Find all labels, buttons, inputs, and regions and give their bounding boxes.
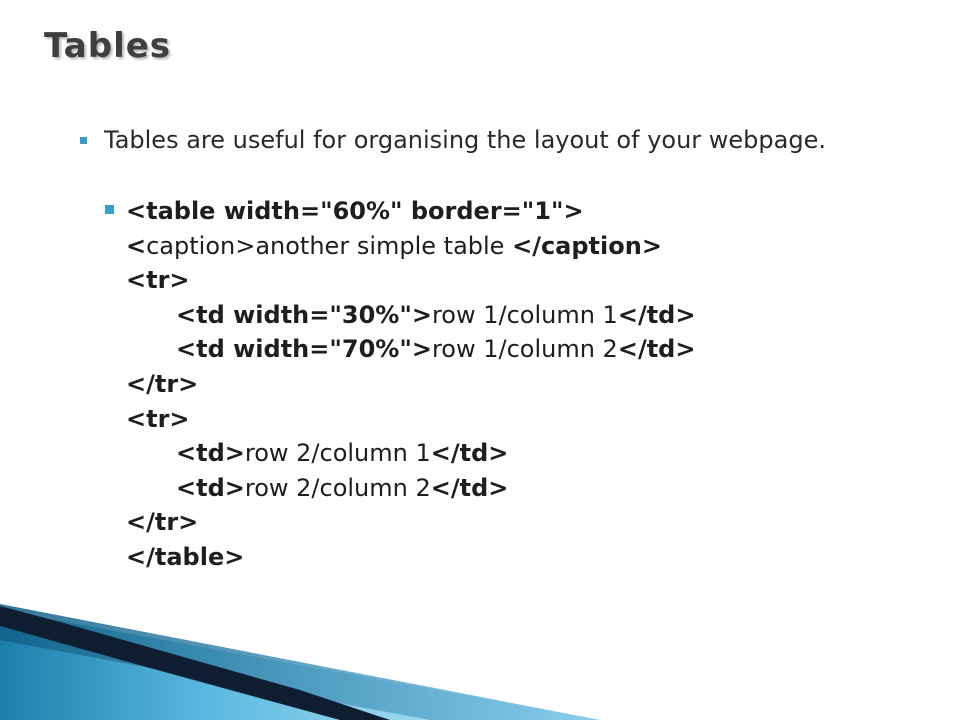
- code-tag: <td width="30%">: [176, 300, 432, 329]
- code-tag: </td>: [617, 335, 696, 364]
- code-text: row 1/column 2: [431, 335, 618, 364]
- code-tag: </td>: [617, 300, 696, 329]
- code-text: caption>another simple table: [146, 231, 513, 260]
- code-tag: </tr>: [126, 508, 199, 537]
- code-tag: <tr>: [126, 404, 190, 433]
- bullet-text: Tables are useful for organising the layout of your webpage.: [104, 126, 826, 154]
- code-tag: <: [126, 231, 147, 260]
- code-tag: </td>: [430, 439, 509, 468]
- code-tag: <td>: [176, 473, 245, 502]
- code-text: row 2/column 2: [244, 473, 431, 502]
- code-tag: <td width="70%">: [176, 335, 432, 364]
- code-tag: </td>: [430, 473, 509, 502]
- code-tag: </table>: [126, 542, 245, 571]
- code-tag: </tr>: [126, 369, 199, 398]
- code-tag: <tr>: [126, 266, 190, 295]
- code-text: row 2/column 1: [244, 439, 431, 468]
- slide-title: Tables: [44, 26, 172, 66]
- code-tag: <td>: [176, 439, 245, 468]
- code-tag: </caption>: [512, 231, 662, 260]
- code-text: row 1/column 1: [431, 300, 618, 329]
- code-tag: <table width="60%" border="1">: [126, 197, 584, 225]
